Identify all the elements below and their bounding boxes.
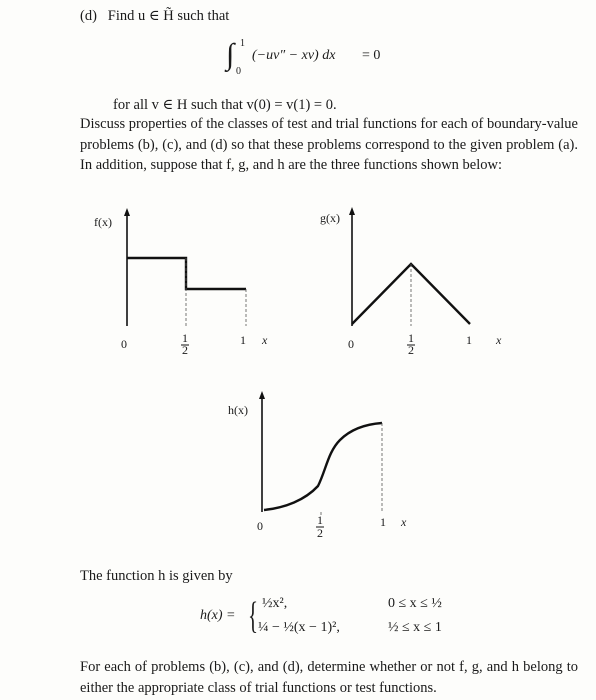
closing-paragraph: For each of problems (b), (c), and (d), determine whether or not f, g, and h belong to either the appropriate class of trial functions or test functions. (80, 659, 578, 696)
graph-h-ylabel: h(x) (228, 403, 248, 417)
h-def-case1-expr: ½x², (262, 596, 288, 611)
graph-h-one-label: 1 (380, 515, 386, 529)
graph-h-half-den: 2 (317, 526, 323, 540)
graph-g-y-arrow (349, 207, 355, 215)
graph-f (94, 208, 268, 357)
graph-f-ylabel: f(x) (94, 215, 112, 229)
integral-lower-limit: 0 (236, 66, 241, 77)
h-def-case1-cond: 0 ≤ x ≤ ½ (388, 596, 442, 611)
graph-g-half-den: 2 (408, 343, 414, 357)
graph-h-origin-label: 0 (257, 519, 263, 533)
graph-f-y-arrow (124, 208, 130, 216)
graph-g-half-label: 1 (408, 331, 414, 345)
graph-h-y-arrow (259, 391, 265, 399)
for-all-line: for all v ∈ H such that v(0) = v(1) = 0. (113, 97, 337, 113)
integral-upper-limit: 1 (240, 38, 245, 49)
h-intro: The function h is given by (80, 568, 233, 584)
graph-h-half-label: 1 (317, 513, 323, 527)
graph-g-origin-label: 0 (348, 337, 354, 351)
integrand: (−uv″ − xv) dx (252, 48, 336, 63)
graph-f-half-label: 1 (182, 331, 188, 345)
graph-f-origin-label: 0 (121, 337, 127, 351)
h-def-brace: { (248, 595, 259, 637)
graph-f-curve (127, 258, 246, 289)
graph-g-ylabel: g(x) (320, 211, 340, 225)
heading-text: Find u ∈ H̃ such that (107, 8, 230, 24)
part-label: (d) (80, 8, 97, 24)
graph-g-one-label: 1 (466, 333, 472, 347)
graph-h-x-label: x (401, 515, 407, 529)
h-def-case2-cond: ½ ≤ x ≤ 1 (388, 620, 442, 635)
h-definition (200, 592, 500, 644)
graph-f-one-label: 1 (240, 333, 246, 347)
h-def-case2-expr: ¼ − ½(x − 1)², (258, 620, 340, 635)
graph-f-x-label: x (262, 333, 268, 347)
integral-equals: = 0 (362, 48, 381, 63)
graph-h (228, 391, 407, 540)
graph-h-curve (264, 423, 382, 510)
graph-g (320, 207, 502, 357)
graph-f-half-den: 2 (182, 343, 188, 357)
h-def-lhs: h(x) = (200, 608, 236, 623)
integral-sign: ∫ (226, 38, 235, 71)
graph-g-x-label: x (496, 333, 502, 347)
discussion-paragraph: Discuss properties of the classes of test and trial functions for each of boundary-value problems (b), (c), and (d) so that these problems correspond to the given problem (a). In addition, suppose that f, g, and h are the three functions shown below: (80, 116, 578, 173)
